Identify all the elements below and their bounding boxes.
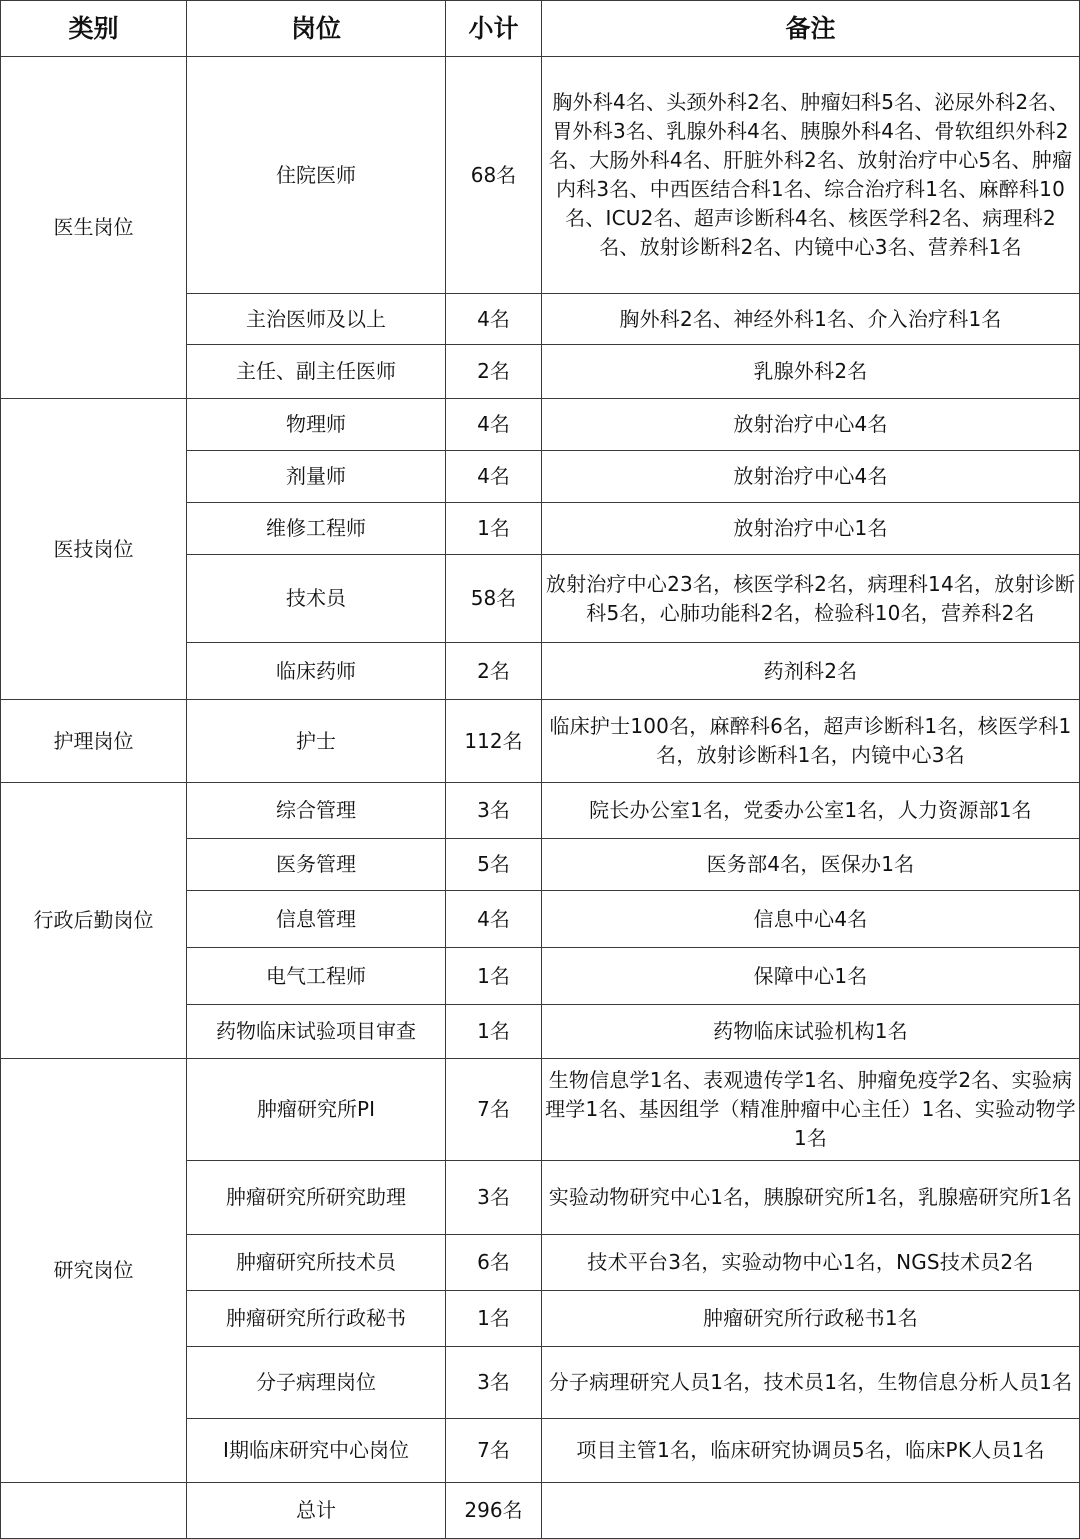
remarks-cell: 乳腺外科2名 bbox=[542, 345, 1080, 399]
remarks-cell: 分子病理研究人员1名，技术员1名，生物信息分析人员1名 bbox=[542, 1347, 1080, 1419]
category-cell: 研究岗位 bbox=[1, 1059, 187, 1483]
remarks-cell: 信息中心4名 bbox=[542, 891, 1080, 948]
position-cell: 分子病理岗位 bbox=[187, 1347, 446, 1419]
total-remarks-cell bbox=[542, 1483, 1080, 1539]
position-cell: 主治医师及以上 bbox=[187, 294, 446, 345]
count-cell: 68名 bbox=[446, 57, 542, 294]
header-category: 类别 bbox=[1, 1, 187, 57]
position-cell: 技术员 bbox=[187, 555, 446, 643]
remarks-cell: 药剂科2名 bbox=[542, 643, 1080, 700]
total-count: 296名 bbox=[446, 1483, 542, 1539]
remarks-cell: 放射治疗中心1名 bbox=[542, 503, 1080, 555]
category-cell: 行政后勤岗位 bbox=[1, 783, 187, 1059]
count-cell: 2名 bbox=[446, 643, 542, 700]
count-cell: 3名 bbox=[446, 783, 542, 839]
count-cell: 5名 bbox=[446, 839, 542, 891]
remarks-cell: 保障中心1名 bbox=[542, 948, 1080, 1005]
table-header-row bbox=[1, 1, 1080, 57]
position-cell: 肿瘤研究所研究助理 bbox=[187, 1161, 446, 1235]
position-cell: 护士 bbox=[187, 700, 446, 783]
count-cell: 3名 bbox=[446, 1161, 542, 1235]
remarks-cell: 放射治疗中心4名 bbox=[542, 399, 1080, 451]
position-cell: 药物临床试验项目审查 bbox=[187, 1005, 446, 1059]
position-cell: 主任、副主任医师 bbox=[187, 345, 446, 399]
remarks-cell: 生物信息学1名、表观遗传学1名、肿瘤免疫学2名、实验病理学1名、基因组学（精准肿瘤中心主任）1名、实验动物学1名 bbox=[542, 1059, 1080, 1161]
count-cell: 2名 bbox=[446, 345, 542, 399]
count-cell: 3名 bbox=[446, 1347, 542, 1419]
category-cell: 医技岗位 bbox=[1, 399, 187, 700]
remarks-cell: 放射治疗中心23名，核医学科2名，病理科14名，放射诊断科5名，心肺功能科2名，检验科10名，营养科2名 bbox=[542, 555, 1080, 643]
table-row bbox=[1, 1059, 1080, 1161]
remarks-cell: 放射治疗中心4名 bbox=[542, 451, 1080, 503]
table-row bbox=[1, 700, 1080, 783]
remarks-cell: 药物临床试验机构1名 bbox=[542, 1005, 1080, 1059]
count-cell: 4名 bbox=[446, 399, 542, 451]
count-cell: 7名 bbox=[446, 1419, 542, 1483]
table-row bbox=[1, 399, 1080, 451]
count-cell: 4名 bbox=[446, 294, 542, 345]
position-cell: 综合管理 bbox=[187, 783, 446, 839]
remarks-cell: 临床护士100名，麻醉科6名，超声诊断科1名，核医学科1名，放射诊断科1名，内镜中心3名 bbox=[542, 700, 1080, 783]
position-cell: 临床药师 bbox=[187, 643, 446, 700]
category-cell: 医生岗位 bbox=[1, 57, 187, 399]
header-subtotal: 小计 bbox=[446, 1, 542, 57]
position-cell: 医务管理 bbox=[187, 839, 446, 891]
position-cell: 肿瘤研究所技术员 bbox=[187, 1235, 446, 1291]
count-cell: 4名 bbox=[446, 891, 542, 948]
header-position: 岗位 bbox=[187, 1, 446, 57]
position-cell: 剂量师 bbox=[187, 451, 446, 503]
count-cell: 1名 bbox=[446, 1005, 542, 1059]
position-cell: 信息管理 bbox=[187, 891, 446, 948]
header-remarks: 备注 bbox=[542, 1, 1080, 57]
position-cell: 住院医师 bbox=[187, 57, 446, 294]
total-label: 总计 bbox=[187, 1483, 446, 1539]
remarks-cell: 实验动物研究中心1名，胰腺研究所1名，乳腺癌研究所1名 bbox=[542, 1161, 1080, 1235]
count-cell: 7名 bbox=[446, 1059, 542, 1161]
table-row bbox=[1, 57, 1080, 294]
position-cell: 肿瘤研究所PI bbox=[187, 1059, 446, 1161]
count-cell: 112名 bbox=[446, 700, 542, 783]
position-cell: I期临床研究中心岗位 bbox=[187, 1419, 446, 1483]
position-cell: 肿瘤研究所行政秘书 bbox=[187, 1291, 446, 1347]
remarks-cell: 医务部4名，医保办1名 bbox=[542, 839, 1080, 891]
remarks-cell: 院长办公室1名，党委办公室1名，人力资源部1名 bbox=[542, 783, 1080, 839]
position-cell: 物理师 bbox=[187, 399, 446, 451]
position-cell: 电气工程师 bbox=[187, 948, 446, 1005]
position-cell: 维修工程师 bbox=[187, 503, 446, 555]
total-row bbox=[1, 1483, 1080, 1539]
count-cell: 1名 bbox=[446, 503, 542, 555]
total-category-cell bbox=[1, 1483, 187, 1539]
remarks-cell: 技术平台3名，实验动物中心1名，NGS技术员2名 bbox=[542, 1235, 1080, 1291]
remarks-cell: 肿瘤研究所行政秘书1名 bbox=[542, 1291, 1080, 1347]
count-cell: 1名 bbox=[446, 1291, 542, 1347]
count-cell: 4名 bbox=[446, 451, 542, 503]
remarks-cell: 胸外科4名、头颈外科2名、肿瘤妇科5名、泌尿外科2名、胃外科3名、乳腺外科4名、胰腺外科4名、骨软组织外科2名、大肠外科4名、肝脏外科2名、放射治疗中心5名、肿瘤内科3名、中西医结合科1名、综合治疗科1名、麻醉科10名、ICU2名、超声诊断科4名、核医学科2名、病理科2名、放射诊断科2名、内镜中心3名、营养科1名 bbox=[542, 57, 1080, 294]
remarks-cell: 胸外科2名、神经外科1名、介入治疗科1名 bbox=[542, 294, 1080, 345]
count-cell: 6名 bbox=[446, 1235, 542, 1291]
category-cell: 护理岗位 bbox=[1, 700, 187, 783]
table-row bbox=[1, 783, 1080, 839]
count-cell: 1名 bbox=[446, 948, 542, 1005]
remarks-cell: 项目主管1名，临床研究协调员5名，临床PK人员1名 bbox=[542, 1419, 1080, 1483]
count-cell: 58名 bbox=[446, 555, 542, 643]
